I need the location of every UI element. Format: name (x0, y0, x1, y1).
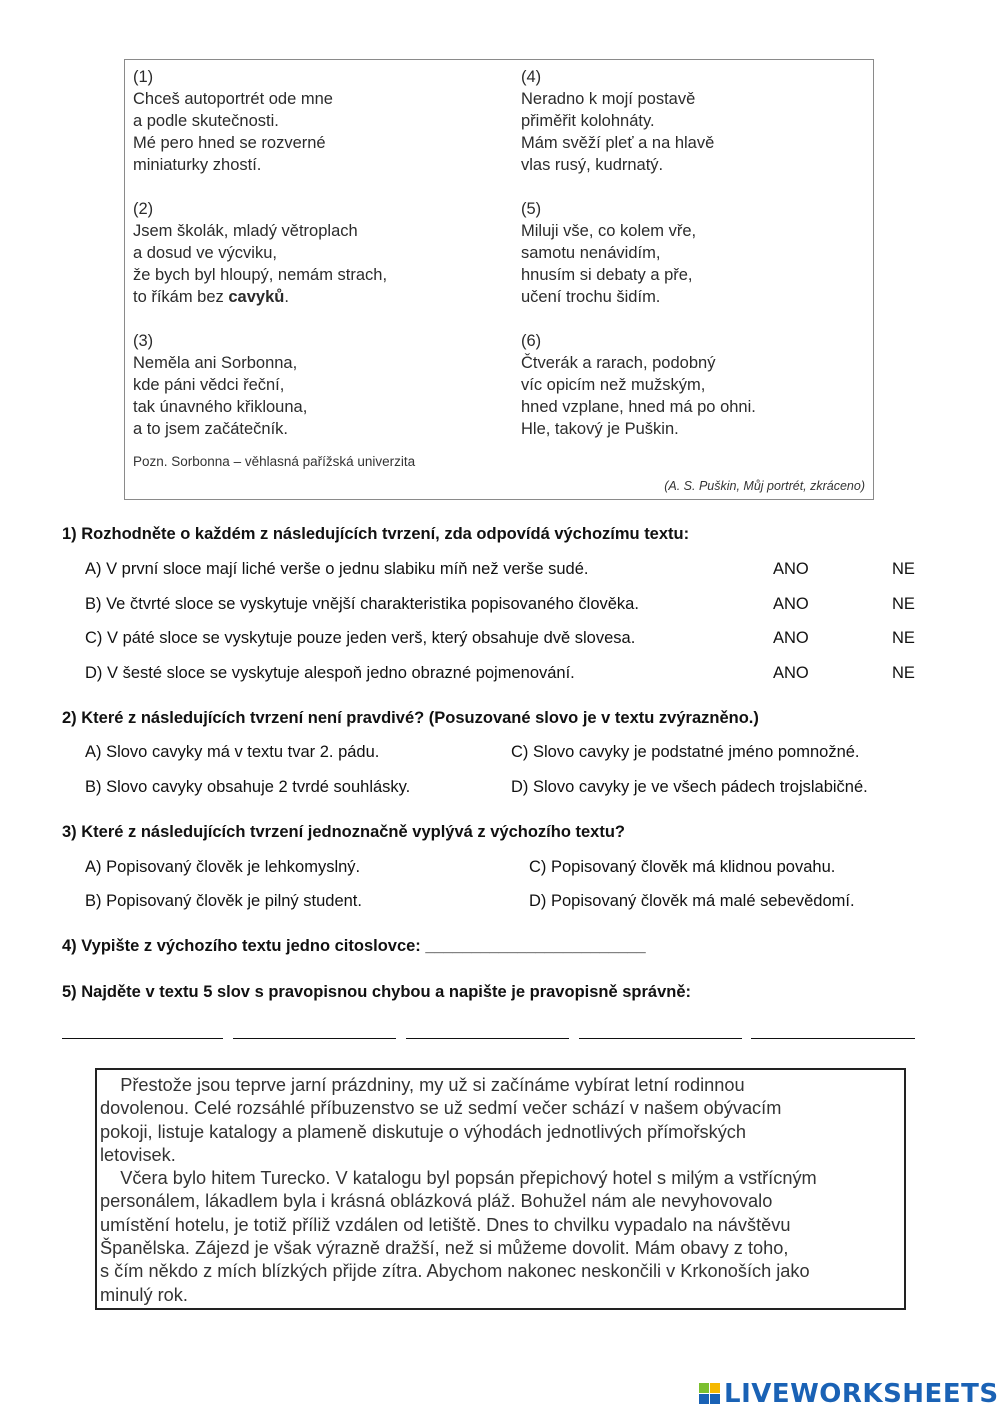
logo-text: LIVEWORKSHEETS (724, 1379, 999, 1409)
q2-option-a[interactable]: A) Slovo cavyky má v textu tvar 2. pádu. (85, 743, 380, 761)
q1-b-no[interactable]: NE (892, 595, 915, 613)
q3-option-d[interactable]: D) Popisovaný člověk má malé sebevědomí. (529, 892, 855, 910)
highlighted-word: cavyků (228, 288, 285, 306)
stanza-4 (521, 66, 714, 176)
stanza-number: (3) (133, 332, 154, 350)
answer-blank-2[interactable] (233, 1038, 396, 1039)
q1-d-yes[interactable]: ANO (773, 664, 809, 682)
verse: přiměřit kolohnáty. (521, 112, 655, 130)
verse: a dosud ve výcviku, (133, 244, 277, 262)
verse: hned vzplane, hned má po ohni. (521, 398, 756, 416)
stanza-6 (521, 330, 756, 440)
verse-with-highlight (133, 286, 387, 308)
stanza-1 (133, 66, 333, 176)
text-line: umístění hotelu, je totiž příliž vzdálen od letiště. Dnes to chvilku vypadalo na návštěvu (100, 1214, 791, 1235)
text-line: Španělska. Zájezd je však výrazně dražší, než si můžeme dovolit. Mám obavy z toho, (100, 1238, 789, 1259)
poem-note: Pozn. Sorbonna – věhlasná pařížská univerzita (133, 454, 416, 469)
verse: a to jsem začátečník. (133, 420, 288, 438)
liveworksheets-logo[interactable] (699, 1376, 999, 1412)
question-1-title: 1) Rozhodněte o každém z následujících tvrzení, zda odpovídá výchozímu textu: (62, 525, 690, 543)
poem-box (124, 59, 874, 500)
q2-option-d[interactable]: D) Slovo cavyky je ve všech pádech trojslabičné. (511, 778, 868, 796)
verse: Neradno k mojí postavě (521, 90, 696, 108)
verse: víc opicím než mužským, (521, 376, 706, 394)
q1-a-yes[interactable]: ANO (773, 560, 809, 578)
q1-b-yes[interactable]: ANO (773, 595, 809, 613)
verse: a podle skutečnosti. (133, 112, 279, 130)
question-3-title: 3) Které z následujících tvrzení jednoznačně vyplývá z výchozího textu? (62, 823, 625, 841)
q1-c-yes[interactable]: ANO (773, 629, 809, 647)
verse: Mé pero hned se rozverné (133, 134, 326, 152)
text-line: pokoji, listuje katalogy a plameně diskutuje o výhodách jednotlivých přímořských (100, 1121, 746, 1142)
verse: Čtverák a rarach, podobný (521, 354, 716, 372)
verse: hnusím si debaty a pře, (521, 266, 693, 284)
verse: vlas rusý, kudrnatý. (521, 156, 664, 174)
q1-statement-d: D) V šesté sloce se vyskytuje alespoň jedno obrazné pojmenování. (85, 664, 575, 682)
q2-option-b[interactable]: B) Slovo cavyky obsahuje 2 tvrdé souhlásky. (85, 778, 411, 796)
q3-option-a[interactable]: A) Popisovaný člověk je lehkomyslný. (85, 858, 361, 876)
stanza-number: (4) (521, 68, 542, 86)
verse: tak únavného křiklouna, (133, 398, 308, 416)
answer-blank-1[interactable] (62, 1038, 223, 1039)
answer-blank-4[interactable] (579, 1038, 742, 1039)
text-line: personálem, lákadlem byla i krásná oblázková pláž. Bohužel nám ale nevyhovovalo (100, 1191, 773, 1212)
verse: Neměla ani Sorbonna, (133, 354, 298, 372)
q1-statement-c: C) V páté sloce se vyskytuje pouze jeden verš, který obsahuje dvě slovesa. (85, 629, 636, 647)
stanza-5 (521, 198, 696, 308)
q1-d-no[interactable]: NE (892, 664, 915, 682)
stanza-3 (133, 330, 307, 440)
verse: Mám svěží pleť a na hlavě (521, 134, 715, 152)
stanza-number: (6) (521, 332, 542, 350)
q1-a-no[interactable]: NE (892, 560, 915, 578)
question-2-title: 2) Které z následujících tvrzení není pravdivé? (Posuzované slovo je v textu zvýrazněno.) (62, 709, 759, 727)
stanza-number: (2) (133, 200, 154, 218)
verse-prefix: to říkám bez (133, 288, 229, 306)
verse: samotu nenávidím, (521, 244, 661, 262)
answer-blank-5[interactable] (751, 1038, 915, 1039)
stanza-2 (133, 198, 387, 308)
text-line: s čím někdo z mích blízkých přijde zítra. Abychom nakonec neskončili v Krkonoších jako (100, 1261, 810, 1282)
text-line: letovisek. (100, 1144, 176, 1165)
verse: že bych byl hloupý, nemám strach, (133, 266, 388, 284)
q2-option-c[interactable]: C) Slovo cavyky je podstatné jméno pomnožné. (511, 743, 860, 761)
answer-blank-3[interactable] (406, 1038, 569, 1039)
text-line: dovolenou. Celé rozsáhlé příbuzenstvo se už sedmí večer schází v našem obývacím (100, 1098, 782, 1119)
text-line: Přestože jsou teprve jarní prázdniny, my už si začínáme vybírat letní rodinnou (100, 1075, 745, 1095)
q1-statement-a: A) V první sloce mají liché verše o jednu slabiku míň než verše sudé. (85, 560, 589, 578)
question-5-title: 5) Najděte v textu 5 slov s pravopisnou chybou a napište je pravopisně správně: (62, 983, 692, 1001)
verse: kde páni vědci řeční, (133, 376, 285, 394)
poem-source: (A. S. Puškin, Můj portrét, zkráceno) (664, 479, 865, 493)
verse-suffix: . (284, 288, 289, 306)
stanza-number: (5) (521, 200, 542, 218)
q1-c-no[interactable]: NE (892, 629, 915, 647)
q3-option-c[interactable]: C) Popisovaný člověk má klidnou povahu. (529, 858, 836, 876)
verse: miniaturky zhostí. (133, 156, 262, 174)
logo-mark-icon (699, 1383, 721, 1405)
text-line: minulý rok. (100, 1284, 188, 1305)
verse: Hle, takový je Puškin. (521, 420, 679, 438)
stanza-number: (1) (133, 68, 154, 86)
verse: Chceš autoportrét ode mne (133, 90, 333, 108)
text-line: Včera bylo hitem Turecko. V katalogu byl popsán přepichový hotel s milým a vstřícným (100, 1168, 817, 1189)
error-text-box (95, 1068, 906, 1310)
verse: učení trochu šidím. (521, 288, 661, 306)
q3-option-b[interactable]: B) Popisovaný člověk je pilný student. (85, 892, 362, 910)
q1-statement-b: B) Ve čtvrté sloce se vyskytuje vnější charakteristika popisovaného člověka. (85, 595, 639, 613)
verse: Miluji vše, co kolem vře, (521, 222, 697, 240)
verse: Jsem školák, mladý větroplach (133, 222, 358, 240)
question-4-title[interactable]: 4) Vypište z výchozího textu jedno citoslovce: ________________________ (62, 937, 646, 955)
